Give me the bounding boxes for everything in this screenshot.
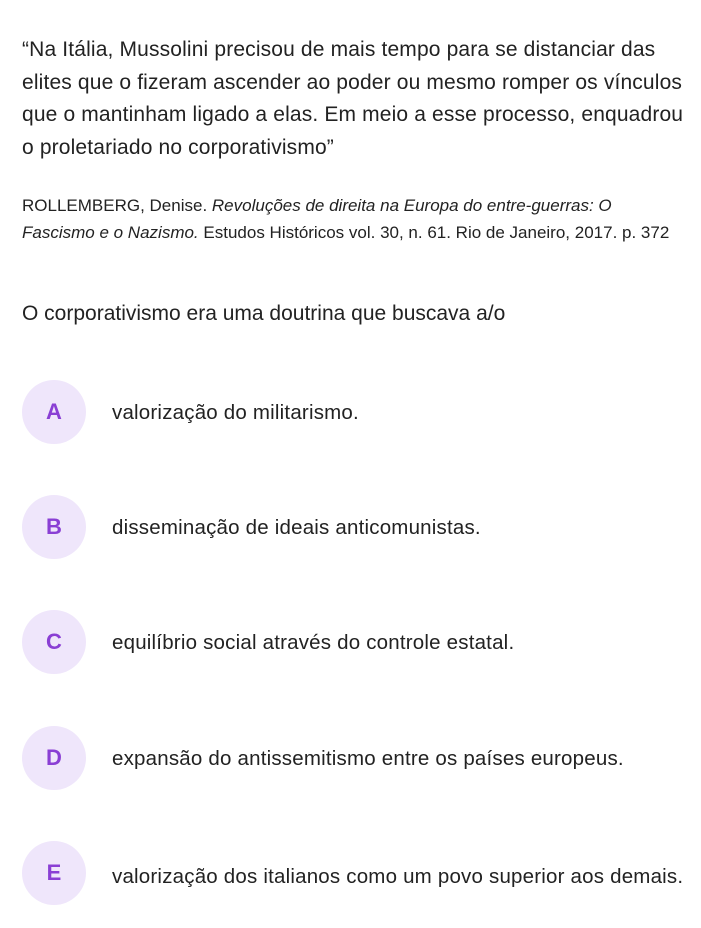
option-d-text[interactable]: expansão do antissemitismo entre os países europeus.	[112, 747, 624, 770]
option-e-text[interactable]: valorização dos italianos como um povo superior aos demais.	[112, 865, 684, 888]
option-a-text[interactable]: valorização do militarismo.	[112, 401, 359, 424]
option-c-letter-badge[interactable]: C	[22, 610, 86, 674]
option-d-letter-badge[interactable]: D	[22, 726, 86, 790]
citation-title: Revoluções de direita na Europa do entre-guerras: O Fascismo e o Nazismo.	[22, 196, 612, 242]
citation-details: Estudos Históricos vol. 30, n. 61. Rio de Janeiro, 2017. p. 372	[198, 222, 670, 242]
option-c-text[interactable]: equilíbrio social através do controle estatal.	[112, 631, 515, 654]
option-b-text[interactable]: disseminação de ideais anticomunistas.	[112, 516, 481, 539]
citation	[22, 193, 682, 246]
option-a-letter-badge[interactable]: A	[22, 380, 86, 444]
option-b-letter-badge[interactable]: B	[22, 495, 86, 559]
option-e-letter-badge[interactable]: E	[22, 841, 86, 905]
question-text: O corporativismo era uma doutrina que buscava a/o	[22, 302, 506, 325]
quote-text: “Na Itália, Mussolini precisou de mais tempo para se distanciar das elites que o fizeram ascender ao poder ou mesmo romper os vínculos que o mantinham ligado a elas. Em meio a esse processo, enquadrou o proletariado no corporativismo”	[22, 38, 684, 159]
citation-author: ROLLEMBERG, Denise.	[22, 196, 212, 215]
